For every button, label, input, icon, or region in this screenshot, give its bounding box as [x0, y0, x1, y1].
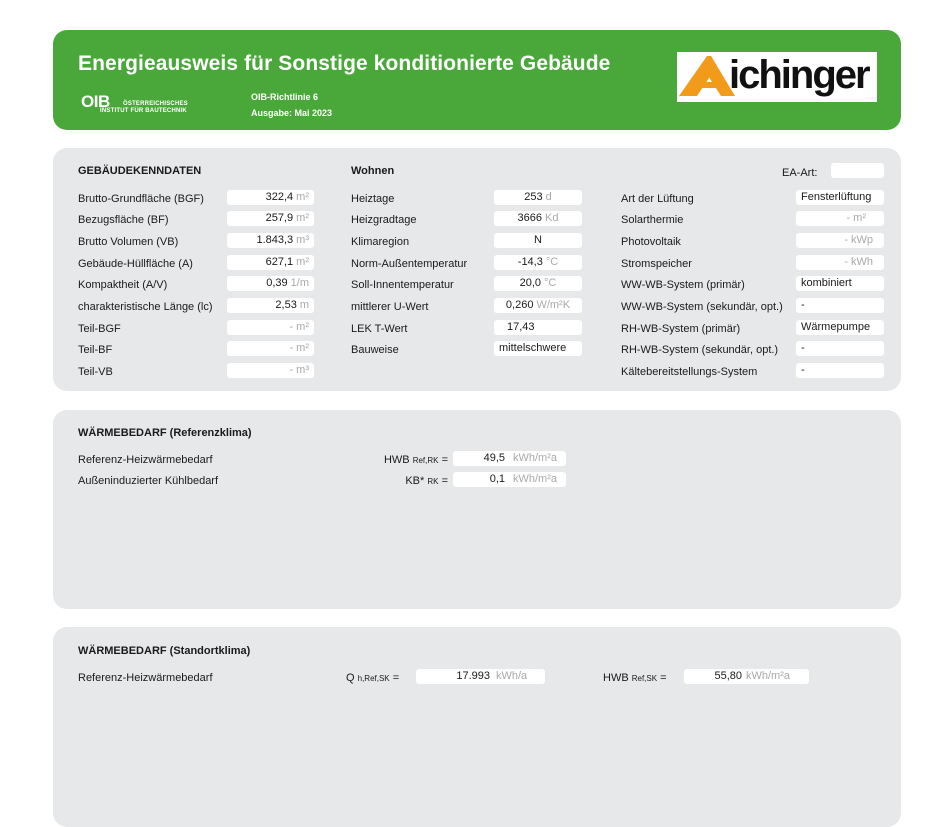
- rh-secondary-label: RH-WB-System (sekundär, opt.): [621, 344, 779, 356]
- cooling-demand-symbol: KB* RK =: [405, 475, 448, 487]
- bgf-field: 322,4 m²: [227, 190, 314, 205]
- construction-label: Bauweise: [351, 344, 399, 356]
- partial-volume-label: Teil-VB: [78, 366, 113, 378]
- ref-hwb-symbol: HWB Ref,RK =: [383, 454, 448, 466]
- heating-days-field: 253 d: [494, 190, 582, 205]
- construction-field: mittelschwere: [494, 341, 582, 356]
- company-logo-text: ichinger: [729, 53, 869, 97]
- site-climate-heading: WÄRMEBEDARF (Standortklima): [78, 645, 251, 657]
- guideline-label: OIB-Richtlinie 6: [251, 92, 319, 102]
- char-length-label: charakteristische Länge (lc): [78, 301, 213, 313]
- q-field: 17.993 kWh/a: [416, 669, 545, 684]
- battery-field: - kWh: [796, 255, 884, 270]
- partial-bgf-field: - m²: [227, 320, 314, 335]
- partial-bgf-label: Teil-BGF: [78, 323, 121, 335]
- cooling-demand-field: 0,1 kWh/m²a: [453, 472, 566, 487]
- rh-secondary-field: -: [796, 341, 884, 356]
- cooling-demand-label: Außeninduzierter Kühlbedarf: [78, 475, 219, 487]
- logo-a-icon: [677, 52, 737, 102]
- compactness-field: 0,39 1/m: [227, 276, 314, 291]
- climate-region-field: N: [494, 233, 582, 248]
- battery-label: Stromspeicher: [621, 258, 692, 270]
- site-climate-panel: [53, 627, 901, 827]
- outdoor-temp-field: -14,3 °C: [494, 255, 582, 270]
- building-data-panel: [53, 148, 901, 391]
- site-hwb-symbol: HWB Ref,SK =: [603, 672, 667, 684]
- partial-volume-field: - m³: [227, 363, 314, 378]
- ww-primary-label: WW-WB-System (primär): [621, 279, 745, 291]
- company-logo: [677, 52, 877, 102]
- envelope-area-field: 627,1 m²: [227, 255, 314, 270]
- cooling-system-field: -: [796, 363, 884, 378]
- volume-field: 1.843,3 m³: [227, 233, 314, 248]
- site-hwb-label: Referenz-Heizwärmebedarf: [78, 672, 213, 684]
- header-banner: [53, 30, 901, 130]
- building-data-heading: GEBÄUDEKENNDATEN: [78, 165, 202, 177]
- ref-hwb-label: Referenz-Heizwärmebedarf: [78, 454, 213, 466]
- photovoltaic-label: Photovoltaik: [621, 236, 681, 248]
- reference-climate-heading: WÄRMEBEDARF (Referenzklima): [78, 427, 252, 439]
- bf-label: Bezugsfläche (BF): [78, 214, 169, 226]
- bgf-label: Brutto-Grundfläche (BGF): [78, 193, 204, 205]
- volume-label: Brutto Volumen (VB): [78, 236, 179, 248]
- ventilation-field: Fensterlüftung: [796, 190, 884, 205]
- partial-bf-field: - m²: [227, 341, 314, 356]
- photovoltaic-field: - kWp: [796, 233, 884, 248]
- ww-primary-field: kombiniert: [796, 276, 884, 291]
- lek-label: LEK T-Wert: [351, 323, 408, 335]
- oib-logo-line2: INSTITUT FÜR BAUTECHNIK: [100, 108, 187, 114]
- usage-heading: Wohnen: [351, 165, 395, 177]
- solar-thermal-label: Solarthermie: [621, 214, 684, 226]
- compactness-label: Kompaktheit (A/V): [78, 279, 168, 291]
- page-title: Energieausweis für Sonstige konditionierte Gebäude: [78, 52, 611, 75]
- heating-degree-days-field: 3666 Kd: [494, 211, 582, 226]
- cooling-system-label: Kältebereitstellungs-System: [621, 366, 758, 378]
- ww-secondary-field: -: [796, 298, 884, 313]
- ea-art-field: [831, 163, 884, 178]
- rh-primary-field: Wärmepumpe: [796, 320, 884, 335]
- heating-days-label: Heiztage: [351, 193, 395, 205]
- indoor-temp-field: 20,0 °C: [494, 276, 582, 291]
- partial-bf-label: Teil-BF: [78, 344, 113, 356]
- site-hwb-field: 55,80 kWh/m²a: [684, 669, 809, 684]
- heating-degree-days-label: Heizgradtage: [351, 214, 417, 226]
- u-value-field: 0,260 W/m²K: [494, 298, 582, 313]
- indoor-temp-label: Soll-Innentemperatur: [351, 279, 454, 291]
- envelope-area-label: Gebäude-Hüllfläche (A): [78, 258, 193, 270]
- ref-hwb-field: 49,5 kWh/m²a: [453, 451, 566, 466]
- oib-mark: OIB: [81, 92, 110, 111]
- rh-primary-label: RH-WB-System (primär): [621, 323, 741, 335]
- ventilation-label: Art der Lüftung: [621, 193, 694, 205]
- solar-thermal-field: - m²: [796, 211, 884, 226]
- edition-label: Ausgabe: Mai 2023: [251, 108, 333, 118]
- char-length-field: 2,53 m: [227, 298, 314, 313]
- bf-field: 257,9 m²: [227, 211, 314, 226]
- outdoor-temp-label: Norm-Außentemperatur: [351, 258, 468, 270]
- oib-logo-line1: ÖSTERREICHISCHES: [123, 101, 188, 107]
- q-symbol: Q h,Ref,SK =: [346, 672, 400, 684]
- lek-field: 17,43: [494, 320, 582, 335]
- ww-secondary-label: WW-WB-System (sekundär, opt.): [621, 301, 783, 313]
- climate-region-label: Klimaregion: [351, 236, 410, 248]
- u-value-label: mittlerer U-Wert: [351, 301, 429, 313]
- reference-climate-panel: [53, 410, 901, 609]
- ea-art-label: EA-Art:: [782, 167, 818, 179]
